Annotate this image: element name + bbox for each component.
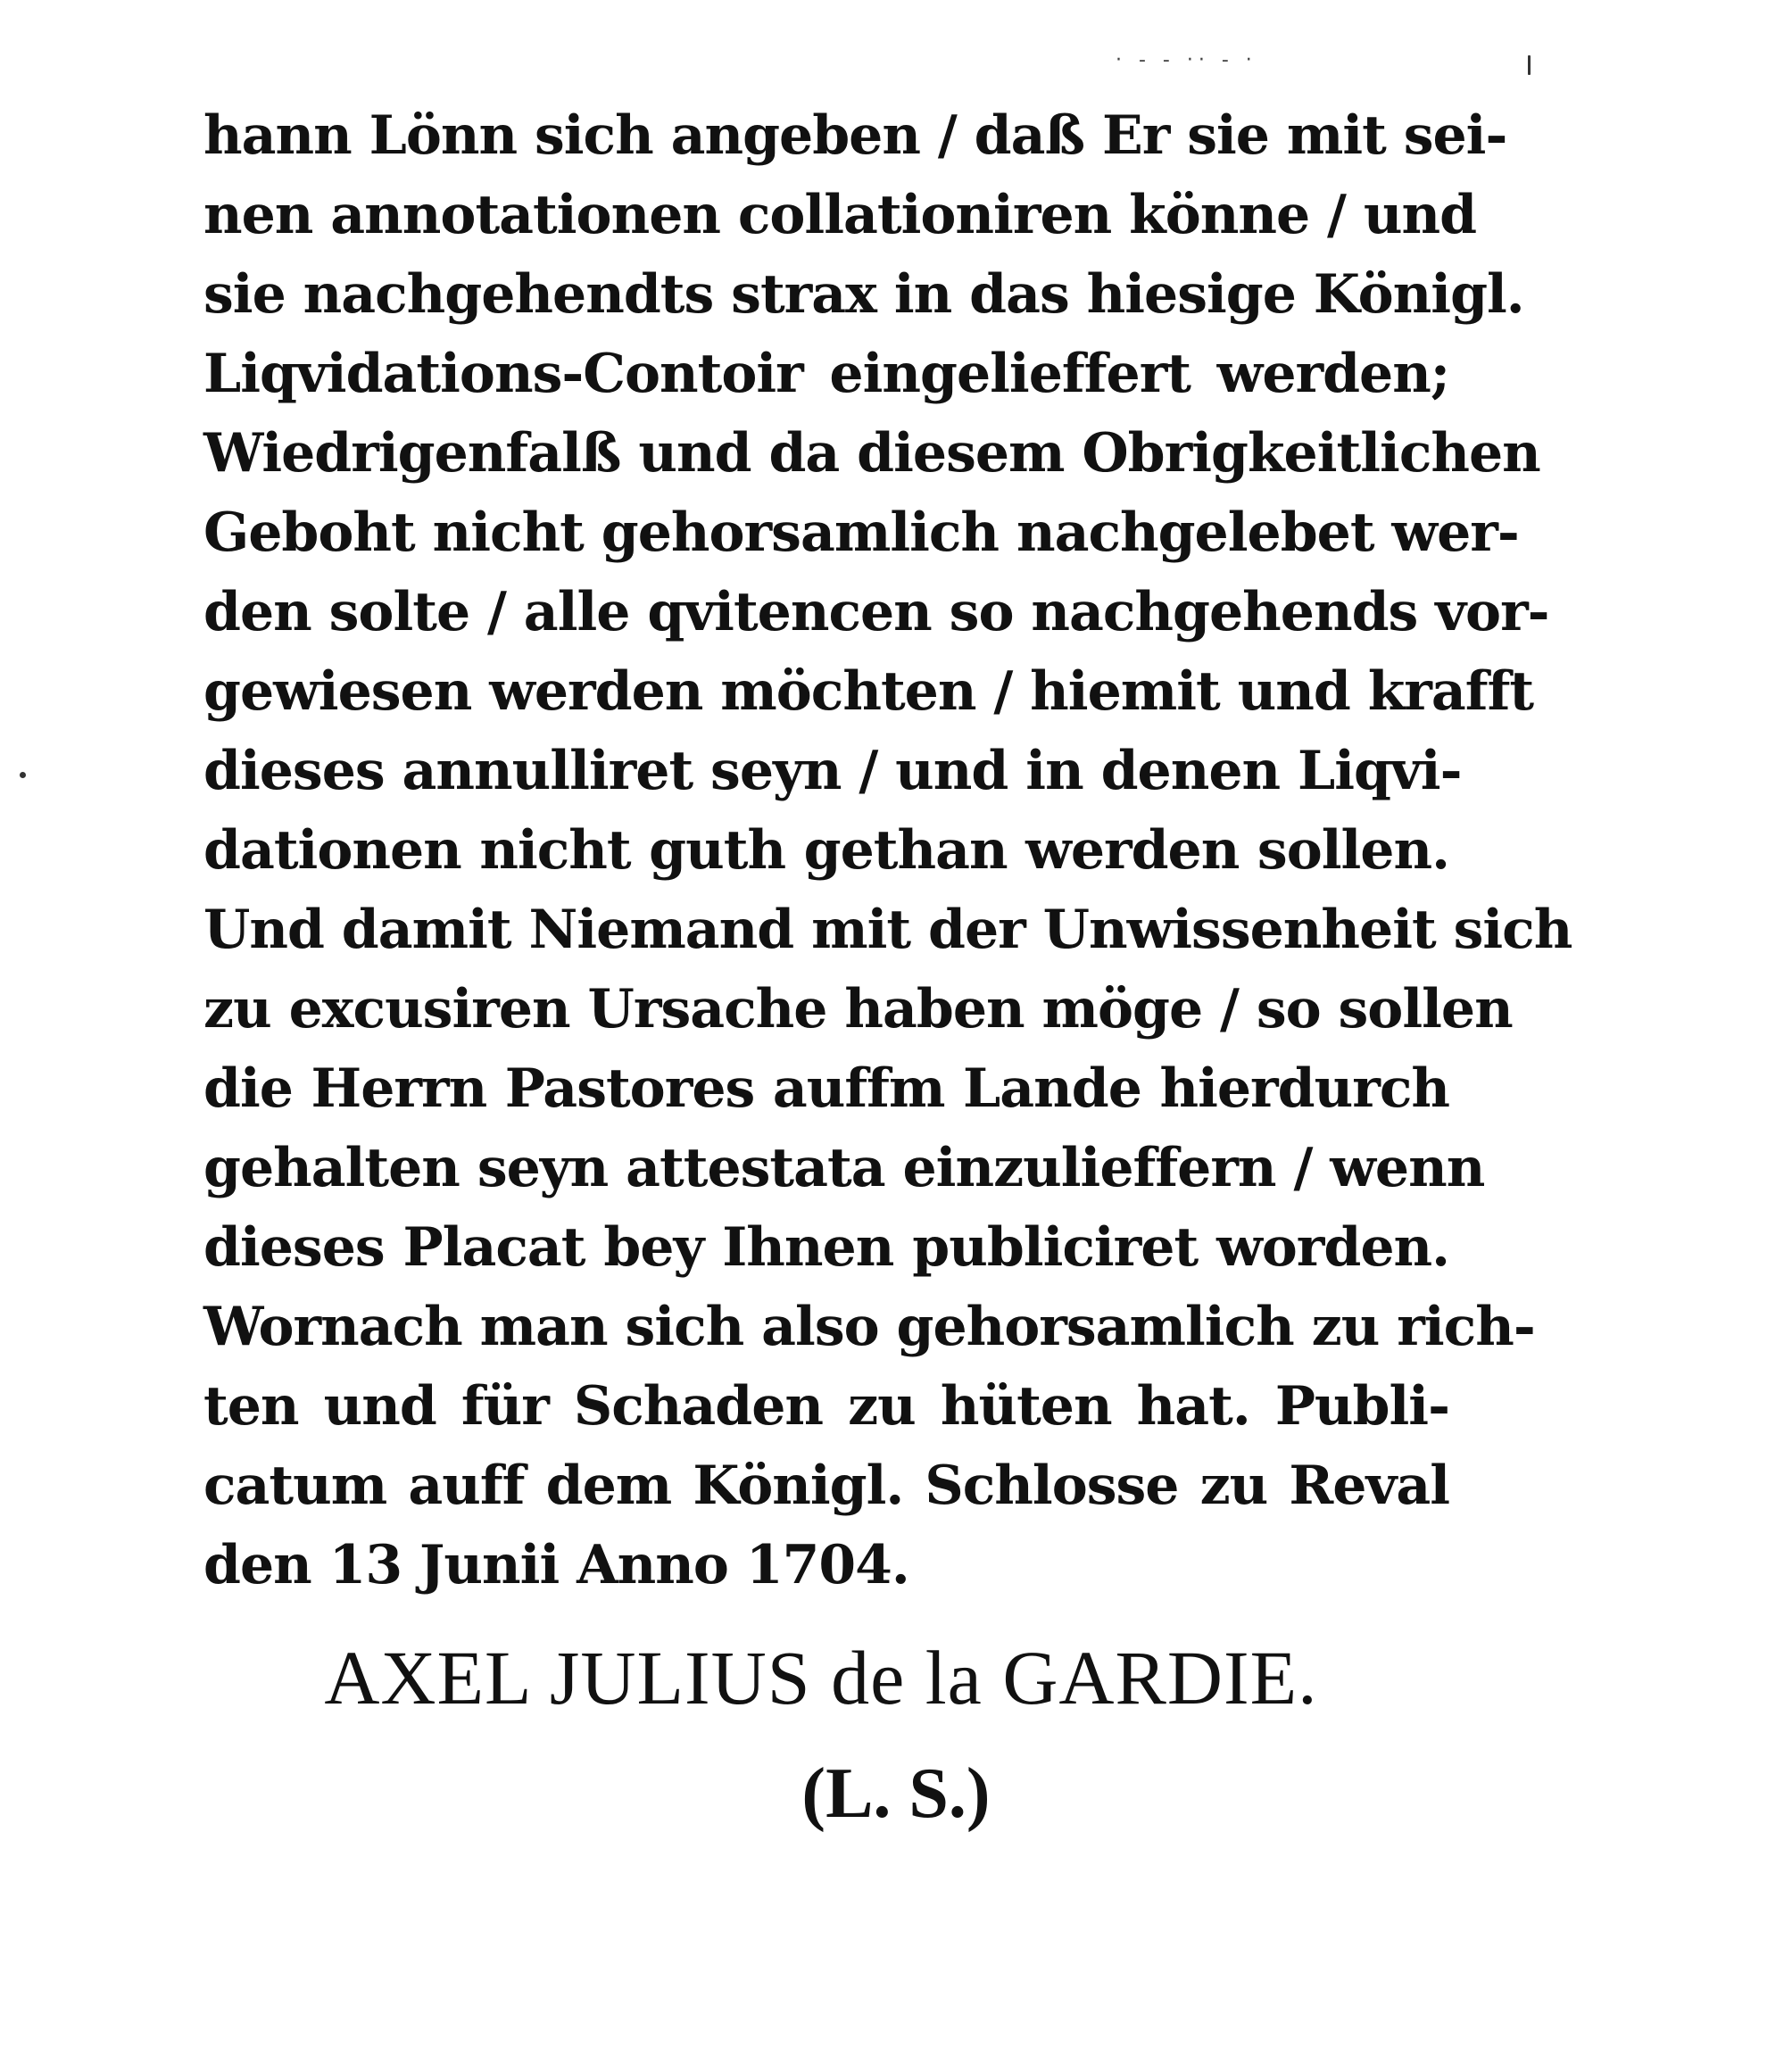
placard-text-body: [203, 96, 1572, 1605]
text-line: Und damit Niemand mit der Unwissenheit sich: [203, 899, 1572, 961]
scan-speck: [20, 772, 26, 778]
seal-mark: (L. S.): [801, 1754, 991, 1833]
text-line: den solte / alle qvitencen so nachgehends vor-: [203, 581, 1549, 643]
text-line: Wornach man sich also gehorsamlich zu rich-: [203, 1296, 1535, 1358]
text-line: gewiesen werden möchten / hiemit und krafft: [203, 660, 1534, 723]
date-line: den 13 Junii Anno 1704.: [203, 1534, 909, 1596]
signature: AXEL JULIUS de la GARDIE.: [324, 1635, 1318, 1720]
text-line: Liqvidations-Contoir eingelieffert werden;: [203, 343, 1449, 405]
text-line: die Herrn Pastores auffm Lande hierdurch: [203, 1057, 1449, 1120]
scan-speck: [1528, 55, 1531, 75]
text-line: hann Lönn sich angeben / daß Er sie mit sei-: [203, 104, 1507, 167]
text-line: gehalten seyn attestata einzulieffern / wenn: [203, 1137, 1485, 1199]
text-line: catum auff dem Königl. Schlosse zu Reval: [203, 1455, 1449, 1517]
text-line: sie nachgehendts strax in das hiesige Königl.: [203, 263, 1524, 326]
text-line: dationen nicht guth gethan werden sollen.: [203, 819, 1449, 882]
text-line: nen annotationen collationiren könne / und: [203, 184, 1477, 246]
text-line: Wiedrigenfalß und da diesem Obrigkeitlichen: [203, 422, 1540, 485]
text-line: zu excusiren Ursache haben möge / so sollen: [203, 978, 1513, 1040]
text-line: Geboht nicht gehorsamlich nachgelebet wer-: [203, 502, 1519, 564]
scan-artifact-marks: · ‐ ‐ ·· ‐ ·: [1116, 49, 1257, 71]
text-line: dieses annulliret seyn / und in denen Liqvi-: [203, 740, 1462, 802]
text-line: ten und für Schaden zu hüten hat. Publi-: [203, 1375, 1449, 1438]
text-line: dieses Placat bey Ihnen publiciret worden.: [203, 1216, 1449, 1279]
